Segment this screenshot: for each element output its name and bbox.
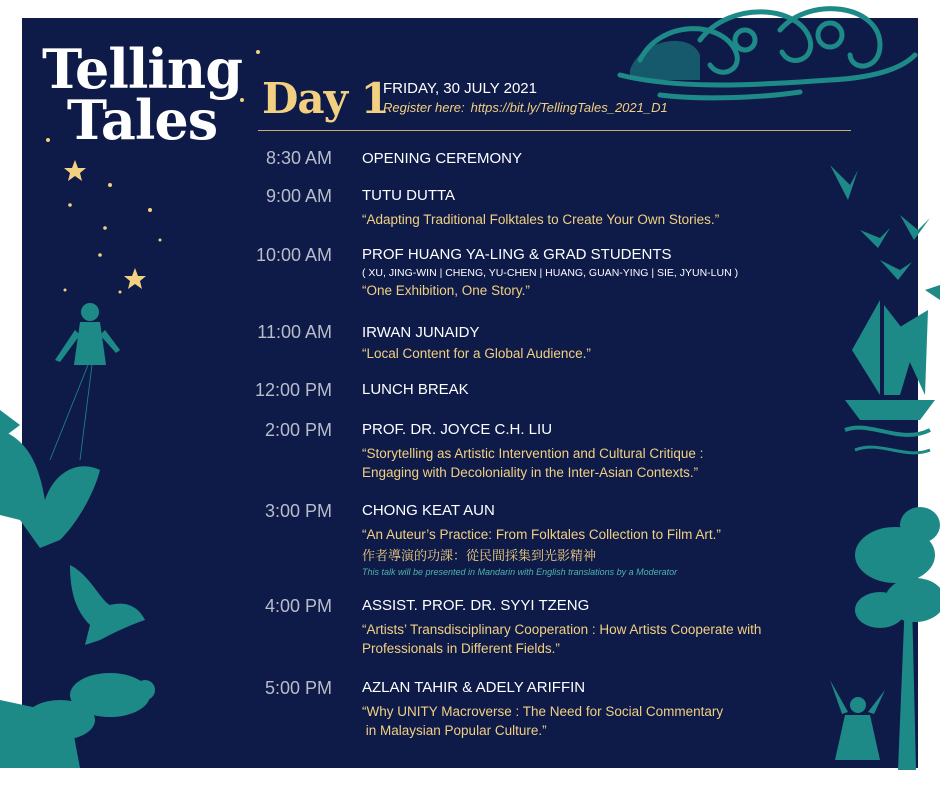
schedule-item [362, 597, 832, 658]
talk-title: “One Exhibition, One Story.” [362, 283, 530, 298]
register-line [383, 100, 668, 115]
schedule-time: 9:00 AM [265, 186, 332, 206]
schedule-time: 11:00 AM [257, 322, 332, 342]
schedule-time: 10:00 AM [255, 245, 332, 265]
schedule-time: 4:00 PM [264, 596, 332, 616]
talk-title-chinese: 作者導演的功課：從民間採集到光影精神 [362, 548, 597, 563]
talk-title-line2: in Malaysian Popular Culture.” [362, 723, 547, 738]
schedule-item [362, 381, 832, 399]
talk-title-line2: Professionals in Different Fields.” [362, 641, 560, 656]
flower-pot-icon [0, 673, 155, 768]
moon-icon [58, 228, 84, 259]
dancer-icon [830, 680, 885, 760]
schedule-item [362, 679, 832, 740]
bird-icons [830, 165, 940, 300]
talk-title: “Local Content for a Global Audience.” [362, 346, 591, 361]
speaker-name: PROF HUANG YA-LING & GRAD STUDENTS [362, 246, 672, 263]
schedule-item [362, 502, 832, 577]
schedule-time: 2:00 PM [264, 420, 332, 440]
brand-title-line2: Tales [66, 88, 218, 153]
brand-title-line1: Telling [42, 37, 242, 101]
schedule-item [362, 187, 832, 229]
language-note: This talk will be presented in Mandarin with English translations by a Moderator [362, 567, 678, 577]
day-title: Day 1 [262, 74, 389, 123]
register-link[interactable]: https://bit.ly/TellingTales_2021_D1 [470, 100, 668, 115]
speaker-name: IRWAN JUNAIDY [362, 324, 480, 341]
schedule-time: 8:30 AM [265, 148, 332, 168]
speaker-name: ASSIST. PROF. DR. SYYI TZENG [362, 597, 590, 614]
schedule-item [362, 324, 832, 363]
speaker-name: PROF. DR. JOYCE C.H. LIU [362, 421, 553, 438]
event-date: FRIDAY, 30 JULY 2021 [383, 80, 537, 97]
talk-title-line1: “Why UNITY Macroverse : The Need for Social Commentary [362, 704, 724, 719]
ship-icon [845, 300, 935, 453]
register-label: Register here: [383, 100, 465, 115]
schedule-item [362, 246, 832, 300]
student-names: ( XU, JING-WIN | CHENG, YU-CHEN | HUANG, GUAN-YING | SIE, JYUN-LUN ) [362, 267, 739, 279]
griffin-icon [0, 410, 100, 548]
dove-icon [70, 565, 145, 645]
schedule-item [362, 421, 832, 482]
speaker-name: AZLAN TAHIR & ADELY ARIFFIN [362, 679, 586, 696]
talk-title-line2: Engaging with Decoloniality in the Inter-Asian Contexts.” [362, 465, 699, 480]
talk-title: “An Auteur’s Practice: From Folktales Collection to Film Art.” [362, 527, 721, 542]
speaker-name: CHONG KEAT AUN [362, 502, 495, 519]
speaker-name: OPENING CEREMONY [362, 150, 523, 167]
brand-logo [42, 37, 242, 153]
talk-title-line1: “Artists’ Transdisciplinary Cooperation : How Artists Cooperate with [362, 622, 762, 637]
schedule-item [362, 150, 832, 168]
schedule-time: 5:00 PM [264, 678, 332, 698]
schedule-time: 12:00 PM [254, 380, 332, 400]
schedule-time: 3:00 PM [264, 501, 332, 521]
talk-title: “Adapting Traditional Folktales to Create Your Own Stories.” [362, 212, 720, 227]
speaker-name: TUTU DUTTA [362, 187, 456, 204]
puppet-icon [50, 303, 120, 460]
speaker-name: LUNCH BREAK [362, 381, 469, 398]
talk-title-line1: “Storytelling as Artistic Intervention and Cultural Critique : [362, 446, 704, 461]
header-divider [258, 130, 851, 131]
